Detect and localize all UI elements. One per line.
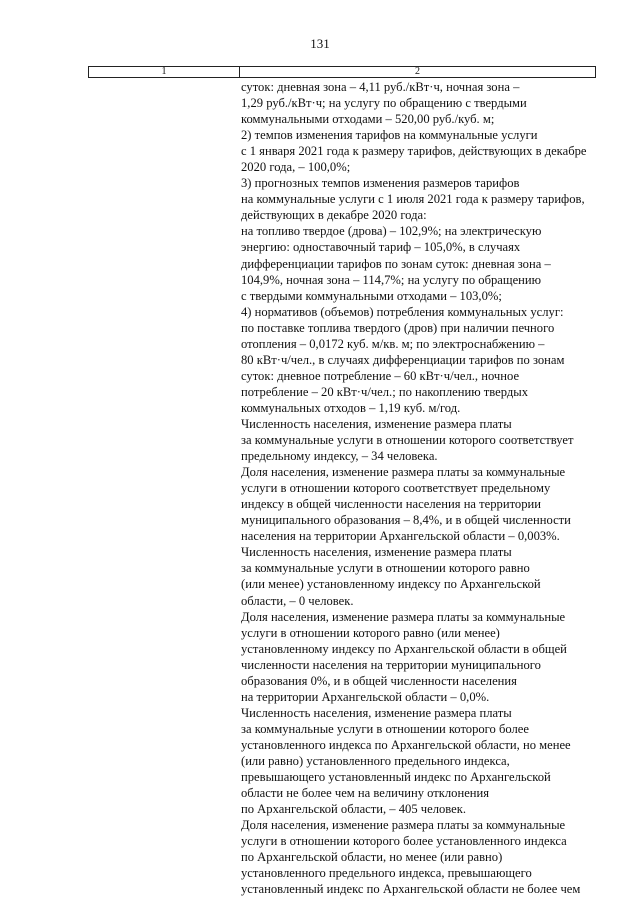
text-line: населения на территории Архангельской области – 0,003%. bbox=[241, 529, 560, 544]
text-line: по поставке топлива твердого (дров) при наличии печного bbox=[241, 320, 555, 335]
text-line: по Архангельской области, – 405 человек. bbox=[241, 802, 467, 817]
text-line: муниципального образования – 8,4%, и в общей численности bbox=[241, 513, 571, 528]
body-text bbox=[241, 79, 601, 897]
text-line: 80 кВт·ч/чел., в случаях дифференциации тарифов по зонам bbox=[241, 352, 565, 367]
text-line: на территории Архангельской области – 0,0%. bbox=[241, 689, 490, 704]
text-line: 4) нормативов (объемов) потребления коммунальных услуг: bbox=[241, 304, 564, 319]
text-line: суток: дневное потребление – 60 кВт·ч/чел., ночное bbox=[241, 368, 520, 383]
text-line: предельному индексу, – 34 человека. bbox=[241, 449, 438, 464]
text-line: области не более чем на величину отклонения bbox=[241, 786, 490, 801]
text-line: Численность населения, изменение размера платы bbox=[241, 416, 512, 431]
text-line: (или равно) установленного предельного индекса, bbox=[241, 753, 510, 768]
text-line: услуги в отношении которого соответствует предельному bbox=[241, 481, 551, 496]
text-line: услуги в отношении которого равно (или менее) bbox=[241, 625, 500, 640]
text-line: отопления – 0,0172 куб. м/кв. м; по электроснабжению – bbox=[241, 336, 545, 351]
text-line: области, – 0 человек. bbox=[241, 593, 354, 608]
column-header-1: 1 bbox=[89, 67, 240, 78]
text-line: потребление – 20 кВт·ч/чел.; по накоплению твердых bbox=[241, 384, 529, 399]
text-line: за коммунальные услуги в отношении которого более bbox=[241, 721, 529, 736]
text-line: численности населения на территории муниципального bbox=[241, 657, 541, 672]
text-line: 2) темпов изменения тарифов на коммунальные услуги bbox=[241, 128, 538, 143]
text-line: установленного предельного индекса, превышающего bbox=[241, 866, 532, 881]
text-line: 1,29 руб./кВт·ч; на услугу по обращению с твердыми bbox=[241, 96, 527, 111]
text-line: Доля населения, изменение размера платы за коммунальные bbox=[241, 465, 566, 480]
text-line: образования 0%, и в общей численности населения bbox=[241, 673, 517, 688]
text-line: установленный индекс по Архангельской области не более чем bbox=[241, 882, 581, 897]
text-line: Доля населения, изменение размера платы за коммунальные bbox=[241, 818, 566, 833]
text-line: 2020 года, – 100,0%; bbox=[241, 160, 351, 175]
text-line: за коммунальные услуги в отношении которого соответствует bbox=[241, 433, 574, 448]
text-line: установленному индексу по Архангельской области в общей bbox=[241, 641, 567, 656]
text-line: установленного индекса по Архангельской области, но менее bbox=[241, 737, 571, 752]
text-line: действующих в декабре 2020 года: bbox=[241, 208, 427, 223]
text-line: по Архангельской области, но менее (или равно) bbox=[241, 850, 503, 865]
text-line: Доля населения, изменение размера платы за коммунальные bbox=[241, 609, 566, 624]
text-line: за коммунальные услуги в отношении которого равно bbox=[241, 561, 530, 576]
text-line: превышающего установленный индекс по Архангельской bbox=[241, 770, 551, 785]
text-line: 3) прогнозных темпов изменения размеров тарифов bbox=[241, 176, 520, 191]
text-line: 104,9%, ночная зона – 114,7%; на услугу по обращению bbox=[241, 272, 542, 287]
text-line: с 1 января 2021 года к размеру тарифов, действующих в декабре bbox=[241, 144, 587, 159]
text-line: коммунальных отходов – 1,19 куб. м/год. bbox=[241, 400, 461, 415]
text-line: услуги в отношении которого более установленного индекса bbox=[241, 834, 567, 849]
text-line: Численность населения, изменение размера платы bbox=[241, 545, 512, 560]
text-line: энергию: одноставочный тариф – 105,0%, в случаях bbox=[241, 240, 521, 255]
text-line: коммунальными отходами – 520,00 руб./куб. м; bbox=[241, 112, 495, 127]
text-line: с твердыми коммунальными отходами – 103,0%; bbox=[241, 288, 502, 303]
text-line: на коммунальные услуги с 1 июля 2021 года к размеру тарифов, bbox=[241, 192, 585, 207]
text-line: Численность населения, изменение размера платы bbox=[241, 705, 512, 720]
column-header-table bbox=[88, 66, 596, 78]
text-line: суток: дневная зона – 4,11 руб./кВт·ч, ночная зона – bbox=[241, 80, 520, 94]
page-number: 131 bbox=[310, 36, 330, 51]
text-line: (или менее) установленному индексу по Архангельской bbox=[241, 577, 541, 592]
text-line: дифференциации тарифов по зонам суток: дневная зона – bbox=[241, 256, 551, 271]
text-line: на топливо твердое (дрова) – 102,9%; на электрическую bbox=[241, 224, 542, 239]
text-line: индексу в общей численности населения на территории bbox=[241, 497, 542, 512]
column-header-2: 2 bbox=[240, 67, 596, 78]
